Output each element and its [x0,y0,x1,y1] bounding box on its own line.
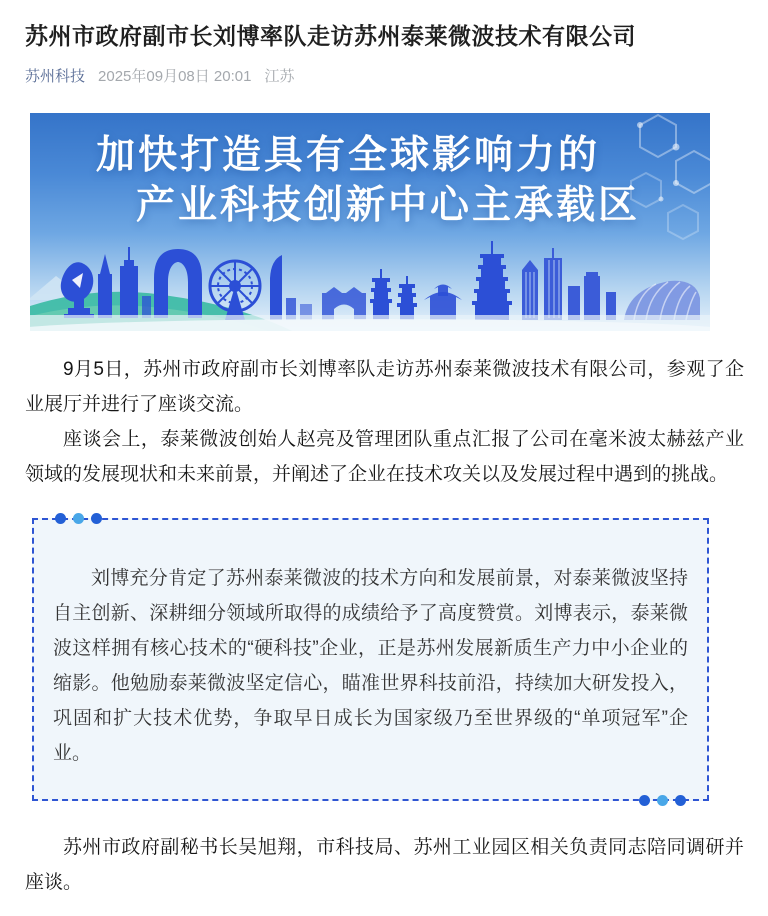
closing-paragraph: 苏州市政府副秘书长吴旭翔，市科技局、苏州工业园区相关负责同志陪同调研并座谈。 [25,837,744,893]
quote-text: 刘博充分肯定了苏州泰莱微波的技术方向和发展前景，对泰莱微波坚持自主创新、深耕细分领域所取得的成绩给予了高度赞赏。刘博表示，泰莱微波这样拥有核心技术的“硬科技”企业，正是苏州发展新质生产力中小企业的缩影。他勉励泰莱微波坚定信心，瞄准世界科技前沿，持续加大研发投入，巩固和扩大技术优势，争取早日成长为国家级乃至世界级的“单项冠军”企业。 [53,568,688,764]
banner-headline-line1: 加快打造具有全球影响力的 [95,134,600,177]
publish-location: 江苏 [264,68,295,85]
article-paragraph: 9月5日，苏州市政府副市长刘博率队走访苏州泰莱微波技术有限公司，参观了企业展厅并进行了座谈交流。 [25,359,744,415]
quote-dot [73,513,84,524]
byline [25,65,744,86]
banner-headline [30,131,710,231]
article-paragraph: 座谈会上，泰莱微波创始人赵亮及管理团队重点汇报了公司在毫米波太赫兹产业领域的发展现状和未来前景，并阐述了企业在技术攻关以及发展过程中遇到的挑战。 [25,429,744,485]
quote-dot [639,795,650,806]
quote-dot [55,513,66,524]
quote-dots-bottom [639,795,686,806]
banner-headline-line2: 产业科技创新中心主承载区 [135,184,640,227]
article-page [0,21,768,900]
account-name-link[interactable]: 苏州科技 [25,68,86,85]
quote-dot [675,795,686,806]
banner-image[interactable] [30,113,710,331]
suzhou-skyline-graphic [30,236,710,331]
quote-dots-top [55,513,102,524]
quote-dot [91,513,102,524]
page-title: 苏州市政府副市长刘博率队走访苏州泰莱微波技术有限公司 [25,23,636,49]
quote-dot [657,795,668,806]
quote-box [32,518,709,801]
publish-date: 2025年09月08日 20:01 [98,68,252,85]
